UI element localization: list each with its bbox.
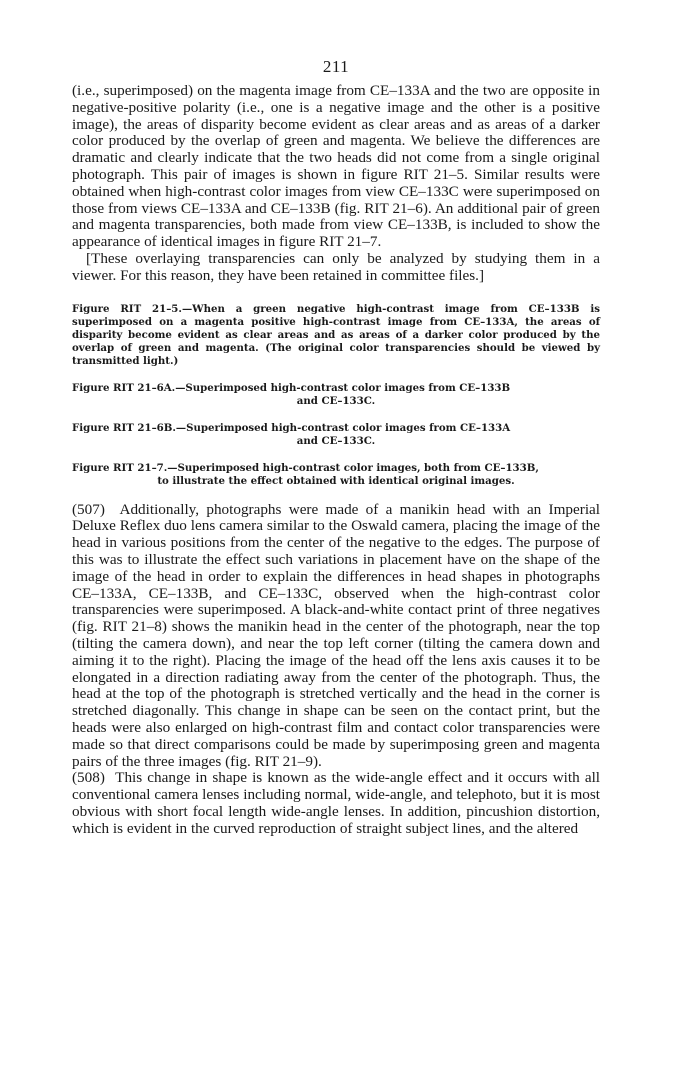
- caption-text: —When a green negative high-contrast image from CE–133B is superimposed on a magenta positive high-contrast image from CE–133A, the areas of disparity become evident as clear areas and as areas of a darker color produced by the overlap of green and magenta. (The original color transparencies should be viewed by transmitted light.): [72, 302, 600, 367]
- caption-label: Figure RIT 21–6A.: [72, 381, 176, 394]
- committee-files-note: [These overlaying transparencies can only be analyzed by studying them in a viewer. For this reason, they have been retained in committee files.]: [72, 249, 600, 284]
- caption-label: Figure RIT 21–5.: [72, 302, 182, 315]
- caption-continuation: and CE–133C.: [296, 394, 376, 407]
- paragraph-text: Additionally, photographs were made of a manikin head with an Imperial Deluxe Reflex duo lens camera similar to the Oswald camera, placing the image of the head in various positions from the center of the negative to the edges. The purpose of this was to illustrate the effect such variations in placement have on the shape of the image of the head in order to explain the differences in head shapes in photographs CE–133A, CE–133B, and CE–133C, observed when the high-contrast color transparencies were superimposed. A black-and-white contact print of three negatives (fig. RIT 21–8) shows the manikin head in the center of the photograph, near the top (tilting the camera down), and near the top left corner (tilting the camera down and aiming it to the right). Placing the image of the head off the lens axis causes it to be elongated in a direction radiating away from the center of the photograph. Thus, the head at the top of the photograph is stretched vertically and the head in the corner is stretched diagonally. This change in shape can be seen on the contact print, but the heads were also enlarged on high-contrast film and contact color transparencies were made so that direct comparisons could be made by superimposing green and magenta pairs of the three images (fig. RIT 21–9).: [72, 500, 601, 770]
- document-page: [72, 0, 600, 1081]
- figure-caption-rit-21-7: [72, 462, 600, 488]
- numbered-paragraphs: [72, 502, 600, 838]
- page-number: 211: [322, 57, 350, 76]
- caption-continuation: to illustrate the effect obtained with identical original images.: [157, 474, 515, 487]
- caption-continuation: and CE–133C.: [296, 434, 376, 447]
- paragraph-number: (508): [72, 769, 105, 787]
- figure-caption-rit-21-6b: [72, 422, 600, 448]
- body-paragraph-continued: (i.e., superimposed) on the magenta image from CE–133A and the two are opposite in negative-positive polarity (i.e., one is a negative image and the other is a positive image), the areas of disparity become evident as clear areas and as areas of a darker color produced by the overlap of green and magenta. We believe the differences are dramatic and clearly indicate that the two heads did not come from a single original photograph. This pair of images is shown in figure RIT 21–5. Similar results were obtained when high-contrast color images from view CE–133C were superimposed on those from views CE–133A and CE–133B (fig. RIT 21–6). An additional pair of green and magenta transparencies, both made from view CE–133B, is included to show the appearance of identical images in figure RIT 21–7.: [72, 82, 600, 251]
- figure-caption-rit-21-6a: [72, 382, 600, 408]
- figure-caption-rit-21-5: [72, 303, 600, 368]
- caption-text: —Superimposed high-contrast color images from CE–133A: [175, 421, 511, 434]
- caption-text: —Superimposed high-contrast color images from CE–133B: [175, 381, 511, 394]
- caption-label: Figure RIT 21–7.: [72, 461, 168, 474]
- paragraph-508: [72, 770, 600, 837]
- paragraph-number: (507): [72, 500, 105, 518]
- figure-captions: [72, 303, 600, 488]
- caption-text: —Superimposed high-contrast color images, both from CE–133B,: [167, 461, 539, 474]
- caption-label: Figure RIT 21–6B.: [72, 421, 176, 434]
- paragraph-text: This change in shape is known as the wide-angle effect and it occurs with all conventional camera lenses including normal, wide-angle, and telephoto, but it is most obvious with short focal length wide-angle lenses. In addition, pincushion distortion, which is evident in the curved reproduction of straight subject lines, and the altered: [72, 769, 601, 837]
- paragraph-507: [72, 502, 600, 771]
